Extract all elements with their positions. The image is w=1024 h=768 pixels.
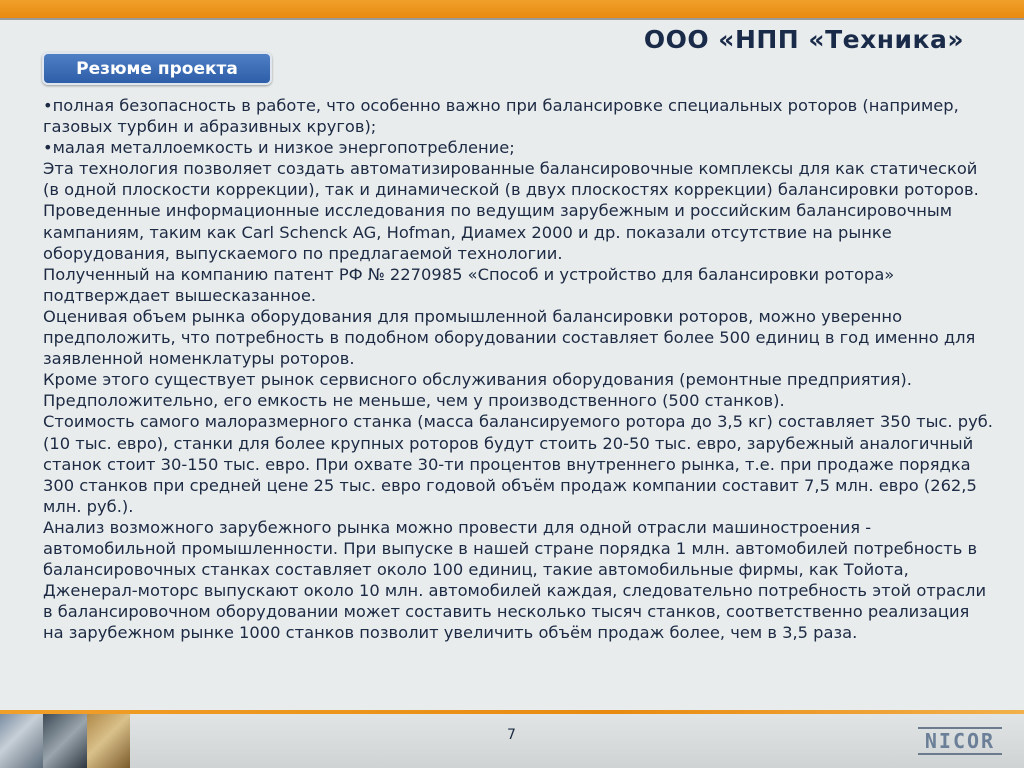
footer-photo <box>0 714 43 768</box>
company-title: ООО «НПП «Техника» <box>643 25 964 54</box>
section-title-badge: Резюме проекта <box>42 52 272 85</box>
page-number: 7 <box>507 727 516 743</box>
footer-photo-strip <box>0 714 130 768</box>
nicor-logo: NICOR <box>918 727 1002 755</box>
top-accent-stripe <box>0 0 1024 20</box>
footer-accent-line <box>0 710 1024 714</box>
body-text: •полная безопасность в работе, что особенно важно при балансировке специальных роторов (например, газовых турбин и абразивных кругов); •малая металлоемкость и низкое энергопотребление; Эта технология позволяет создать автоматизированные балансировочные комплексы для как статической (в одной плоскости коррекции), так и динамической (в двух плоскостях коррекции) балансировки роторов. Проведенные информационные исследования по ведущим зарубежным и российским балансировочным кампаниям, таким как Carl Schenck AG, Hofman, Диамех 2000 и др. показали отсутствие на рынке оборудования, выпускаемого по предлагаемой технологии. Полученный на компанию патент РФ № 2270985 «Способ и устройство для балансировки ротора» подтверждает вышесказанное. Оценивая объем рынка оборудования для промышленной балансировки роторов, можно уверенно предположить, что потребность в подобном оборудовании составляет более 500 единиц в год именно для заявленной номенклатуры роторов. Кроме этого существует рынок сервисного обслуживания оборудования (ремонтные предприятия). Предположительно, его емкость не меньше, чем у производственного (500 станков). Стоимость самого малоразмерного станка (масса балансируемого ротора до 3,5 кг) составляет 350 тыс. руб. (10 тыс. евро), станки для более крупных роторов будут стоить 20-50 тыс. евро, зарубежный аналогичный станок стоит 30-150 тыс. евро. При охвате 30-ти процентов внутреннего рынка, т.е. при продаже порядка 300 станков при средней цене 25 тыс. евро годовой объём продаж компании составит 7,5 млн. евро (262,5 млн. руб.). Анализ возможного зарубежного рынка можно провести для одной отрасли машиностроения - автомобильной промышленности. При выпуске в нашей стране порядка 1 млн. автомобилей потребность в балансировочных станках составляет около 100 единиц, такие автомобильные фирмы, как Тойота, Дженерал-моторс выпускают около 10 млн. автомобилей каждая, следовательно потребность этой отрасли в балансировочном оборудовании может составить несколько тысяч станков, соответственно реализация на зарубежном рынке 1000 станков позволит увеличить объём продаж более, чем в 3,5 раза. <box>43 96 993 643</box>
footer-photo <box>87 714 130 768</box>
footer-photo <box>43 714 86 768</box>
